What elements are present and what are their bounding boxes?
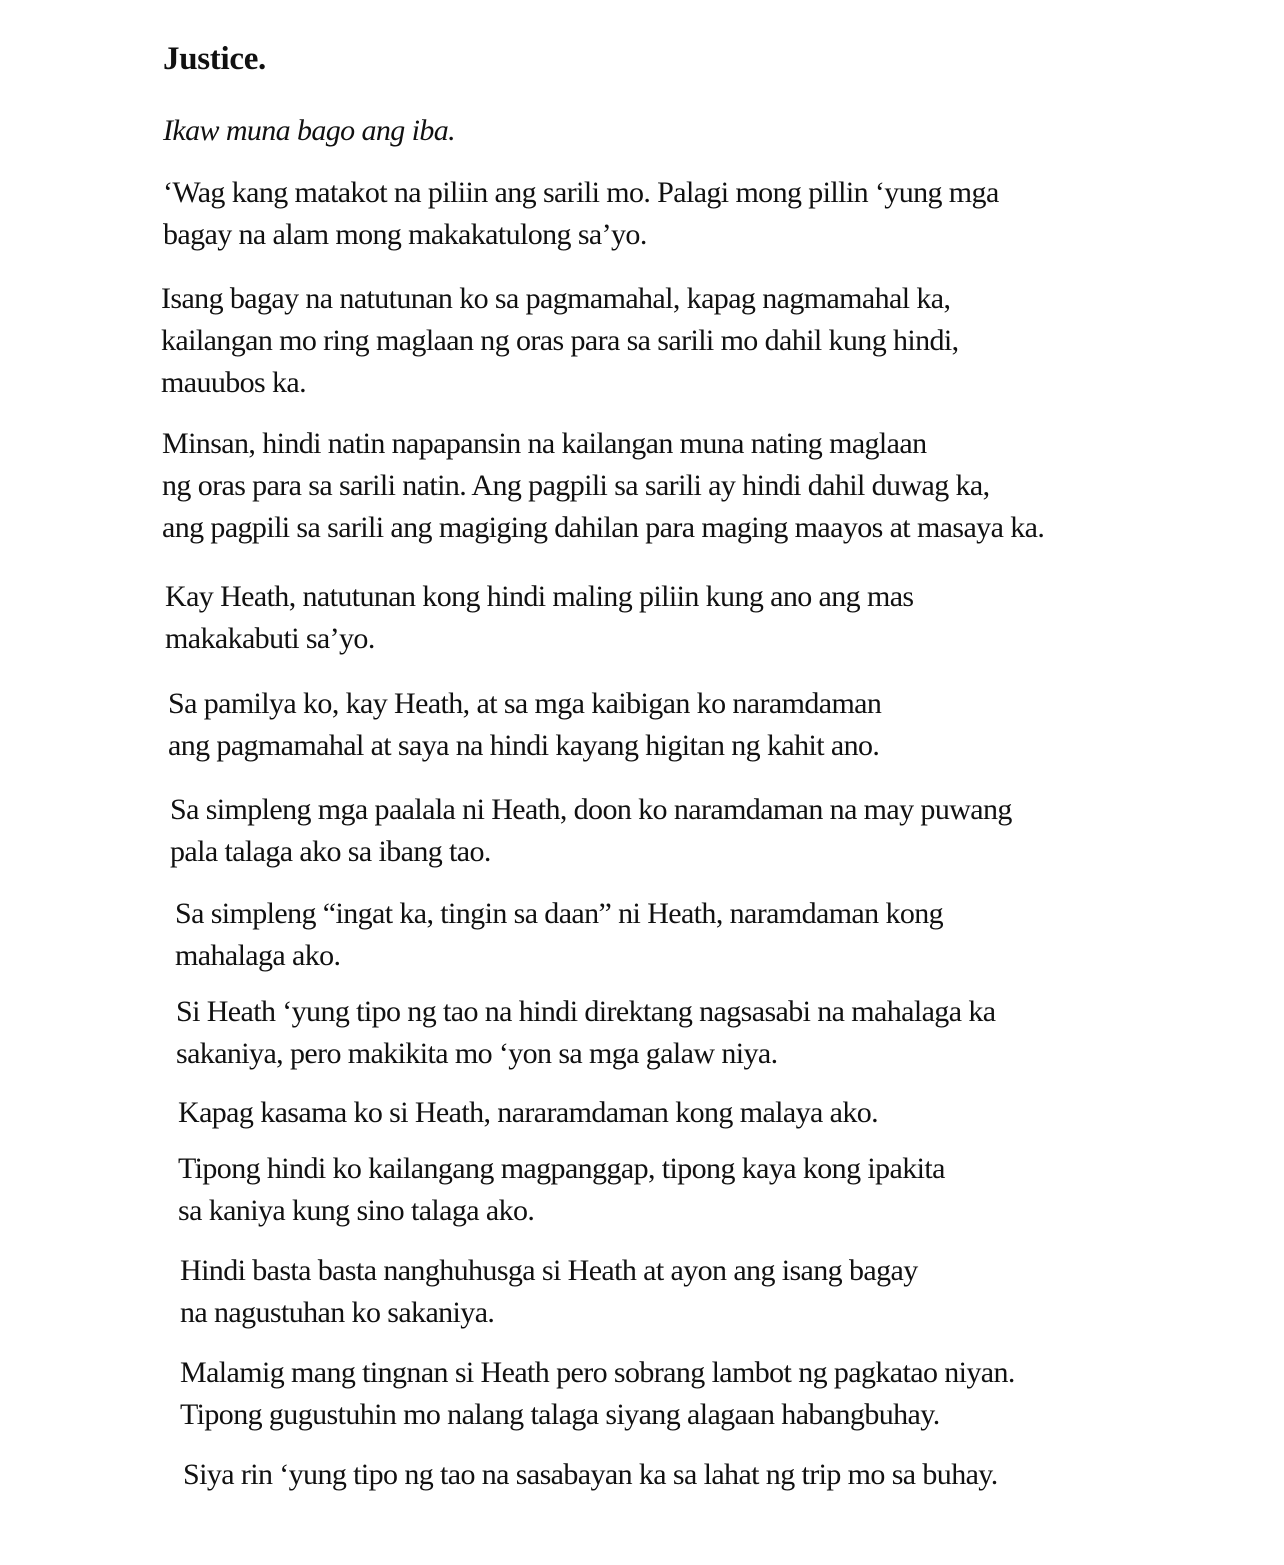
page-title: Justice. <box>163 41 266 77</box>
paragraph-7 <box>175 893 943 977</box>
paragraph-line: Kapag kasama ko si Heath, nararamdaman kong malaya ako. <box>178 1096 879 1129</box>
paragraph-line: Minsan, hindi natin napapansin na kailangan muna nating maglaan <box>162 427 927 460</box>
paragraph-line: bagay na alam mong makakatulong sa’yo. <box>163 218 647 251</box>
paragraph-line: mahalaga ako. <box>175 939 341 972</box>
paragraph-line: ang pagmamahal at saya na hindi kayang higitan ng kahit ano. <box>168 729 880 762</box>
paragraph-1 <box>163 172 999 256</box>
paragraph-line: Siya rin ‘yung tipo ng tao na sasabayan ka sa lahat ng trip mo sa buhay. <box>183 1458 998 1491</box>
paragraph-line: Tipong gugustuhin mo nalang talaga siyang alagaan habangbuhay. <box>180 1398 940 1431</box>
paragraph-10 <box>178 1148 945 1232</box>
paragraph-line: Tipong hindi ko kailangang magpanggap, tipong kaya kong ipakita <box>178 1152 945 1185</box>
paragraph-6 <box>170 789 1012 873</box>
paragraph-line: na nagustuhan ko sakaniya. <box>180 1296 495 1329</box>
paragraph-5 <box>168 683 881 767</box>
paragraph-4 <box>165 576 914 660</box>
paragraph-3 <box>162 423 1044 549</box>
paragraph-9 <box>178 1092 878 1134</box>
paragraph-2 <box>161 278 959 404</box>
paragraph-line: sakaniya, pero makikita mo ‘yon sa mga galaw niya. <box>176 1037 778 1070</box>
paragraph-line: mauubos ka. <box>161 366 307 399</box>
paragraph-11 <box>180 1250 918 1334</box>
paragraph-line: Sa simpleng “ingat ka, tingin sa daan” ni Heath, naramdaman kong <box>175 897 944 930</box>
paragraph-line: Isang bagay na natutunan ko sa pagmamahal, kapag nagmamahal ka, <box>161 282 951 315</box>
paragraph-line: Si Heath ‘yung tipo ng tao na hindi direktang nagsasabi na mahalaga ka <box>176 995 996 1028</box>
paragraph-line: ‘Wag kang matakot na piliin ang sarili mo. Palagi mong pillin ‘yung mga <box>163 176 999 209</box>
paragraph-line: Sa simpleng mga paalala ni Heath, doon ko naramdaman na may puwang <box>170 793 1012 826</box>
paragraph-12 <box>180 1352 1015 1436</box>
paragraph-line: Hindi basta basta nanghuhusga si Heath at ayon ang isang bagay <box>180 1254 918 1287</box>
paragraph-line: ng oras para sa sarili natin. Ang pagpili sa sarili ay hindi dahil duwag ka, <box>162 469 990 502</box>
paragraph-line: sa kaniya kung sino talaga ako. <box>178 1194 535 1227</box>
page-subtitle: Ikaw muna bago ang iba. <box>163 114 456 147</box>
paragraph-13 <box>183 1454 998 1496</box>
paragraph-line: ang pagpili sa sarili ang magiging dahilan para maging maayos at masaya ka. <box>162 511 1045 544</box>
paragraph-line: pala talaga ako sa ibang tao. <box>170 835 491 868</box>
paragraph-line: makakabuti sa’yo. <box>165 622 375 655</box>
paragraph-line: Kay Heath, natutunan kong hindi maling piliin kung ano ang mas <box>165 580 914 613</box>
paragraph-line: kailangan mo ring maglaan ng oras para sa sarili mo dahil kung hindi, <box>161 324 959 357</box>
paragraph-line: Malamig mang tingnan si Heath pero sobrang lambot ng pagkatao niyan. <box>180 1356 1015 1389</box>
paragraph-8 <box>176 991 995 1075</box>
paragraph-line: Sa pamilya ko, kay Heath, at sa mga kaibigan ko naramdaman <box>168 687 882 720</box>
